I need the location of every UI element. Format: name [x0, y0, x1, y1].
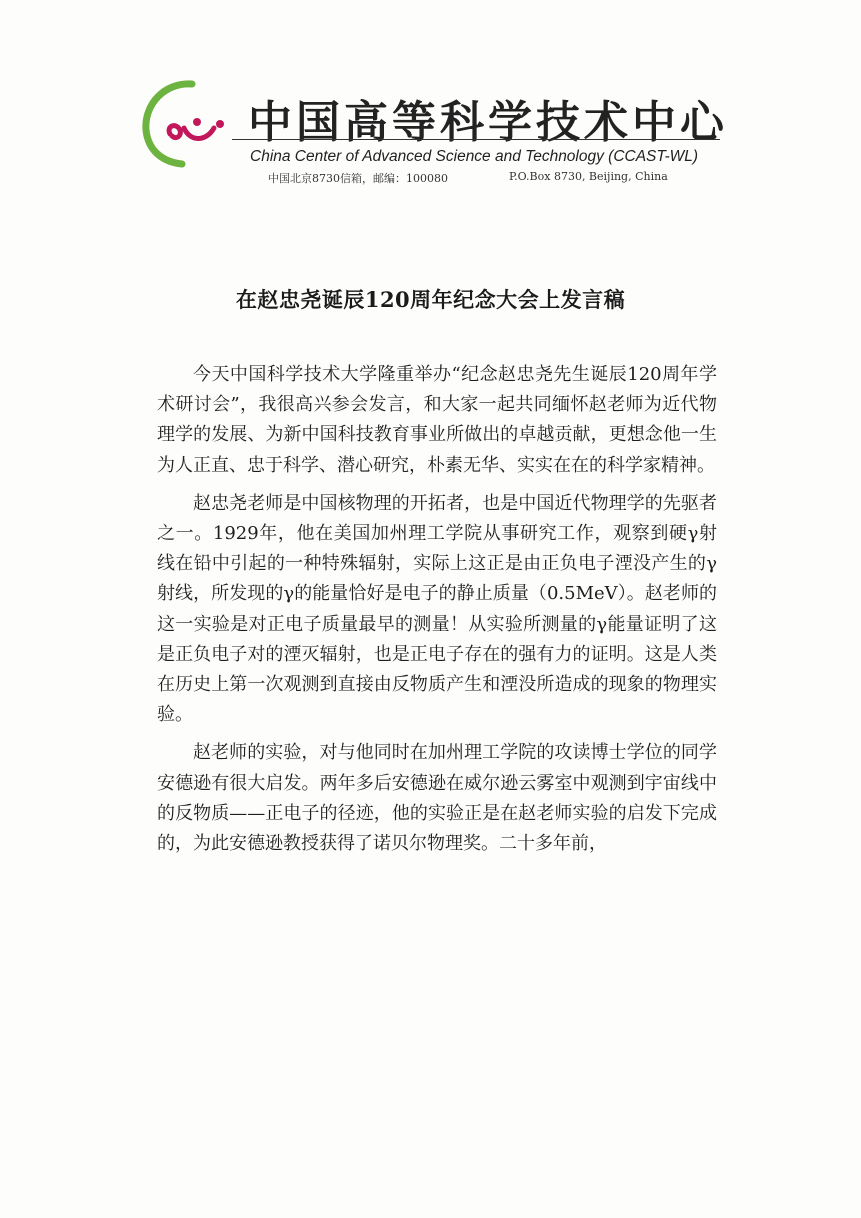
org-name-cn: 中国高等科学技术中心 — [248, 97, 728, 148]
address-cn: 中国北京8730信箱，邮编：100080 — [268, 172, 448, 185]
paragraph: 赵老师的实验，对与他同时在加州理工学院的攻读博士学位的同学安德逊有很大启发。两年多后安德逊在威尔逊云雾室中观测到宇宙线中的反物质——正电子的径迹，他的实验正是在赵老师实验的启发下完成的，为此安德逊教授获得了诺贝尔物理奖。二十多年前， — [157, 742, 717, 855]
paragraph: 今天中国科学技术大学隆重举办“纪念赵忠尧先生诞辰120周年学术研讨会”，我很高兴参会发言，和大家一起共同缅怀赵老师为近代物理学的发展、为新中国科技教育事业所做出的卓越贡献，更想念他一生为人正直、忠于科学、潜心研究，朴素无华、实实在在的科学家精神。 — [157, 364, 717, 476]
letterhead-rule — [232, 139, 720, 140]
ccast-logo-icon — [140, 72, 240, 172]
document-body — [157, 360, 717, 867]
document-title: 在赵忠尧诞辰120周年纪念大会上发言稿 — [235, 287, 626, 312]
paragraph: 赵忠尧老师是中国核物理的开拓者，也是中国近代物理学的先驱者之一。1929年，他在美国加州理工学院从事研究工作，观察到硬γ射线在铅中引起的一种特殊辐射，实际上这正是由正负电子湮没产生的γ射线，所发现的γ的能量恰好是电子的静止质量（0.5MeV）。赵老师的这一实验是对正电子质量最早的测量！从实验所测量的γ能量证明了这是正负电子对的湮灭辐射，也是正电子存在的强有力的证明。这是人类在历史上第一次观测到直接由反物质产生和湮没所造成的现象的物理实验。 — [157, 492, 717, 726]
address-en: P.O.Box 8730, Beijing, China — [509, 170, 668, 183]
org-name-en: China Center of Advanced Science and Technology (CCAST-WL) — [250, 148, 699, 165]
